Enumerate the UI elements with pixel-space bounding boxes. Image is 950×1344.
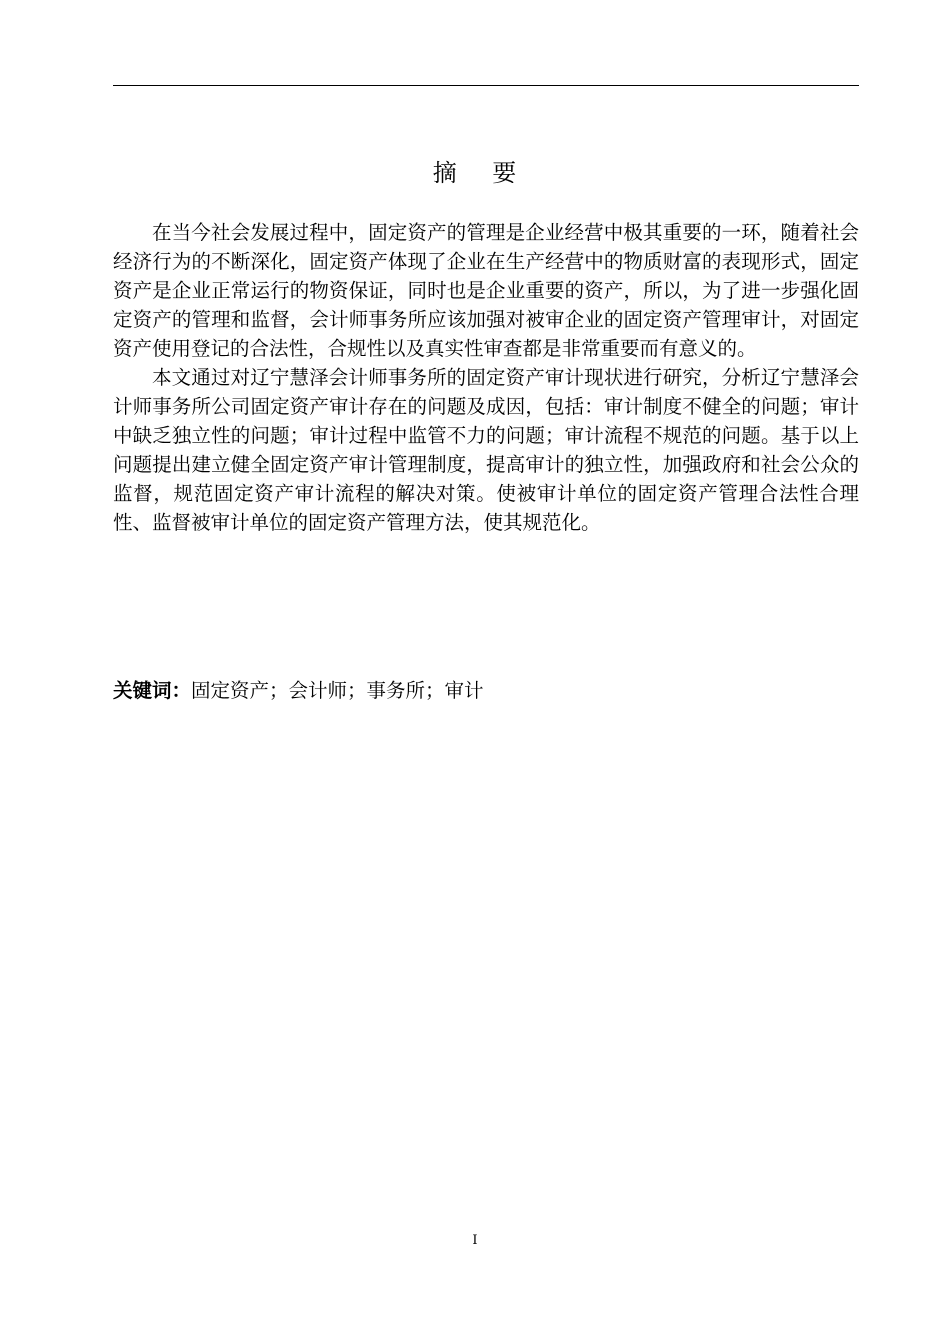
header-rule [113, 85, 859, 86]
abstract-paragraph-2: 本文通过对辽宁慧泽会计师事务所的固定资产审计现状进行研究，分析辽宁慧泽会计师事务所公司固定资产审计存在的问题及成因，包括：审计制度不健全的问题；审计中缺乏独立性的问题；审计过程中监管不力的问题；审计流程不规范的问题。基于以上问题提出建立健全固定资产审计管理制度，提高审计的独立性，加强政府和社会公众的监督，规范固定资产审计流程的解决对策。使被审计单位的固定资产管理合法性合理性、监督被审计单位的固定资产管理方法，使其规范化。 [113, 366, 859, 534]
abstract-paragraph-1: 在当今社会发展过程中，固定资产的管理是企业经营中极其重要的一环，随着社会经济行为的不断深化，固定资产体现了企业在生产经营中的物质财富的表现形式，固定资产是企业正常运行的物资保证，同时也是企业重要的资产，所以，为了进一步强化固定资产的管理和监督，会计师事务所应该加强对被审企业的固定资产管理审计，对固定资产使用登记的合法性，合规性以及真实性审查都是非常重要而有意义的。 [113, 221, 859, 360]
keywords-label: 关键词： [113, 679, 192, 702]
keywords-text: 固定资产；会计师；事务所；审计 [191, 679, 484, 702]
abstract-title: 摘 要 [432, 159, 518, 187]
keywords-line [113, 676, 859, 705]
abstract-body [113, 218, 859, 537]
page-number: I [472, 1233, 478, 1248]
